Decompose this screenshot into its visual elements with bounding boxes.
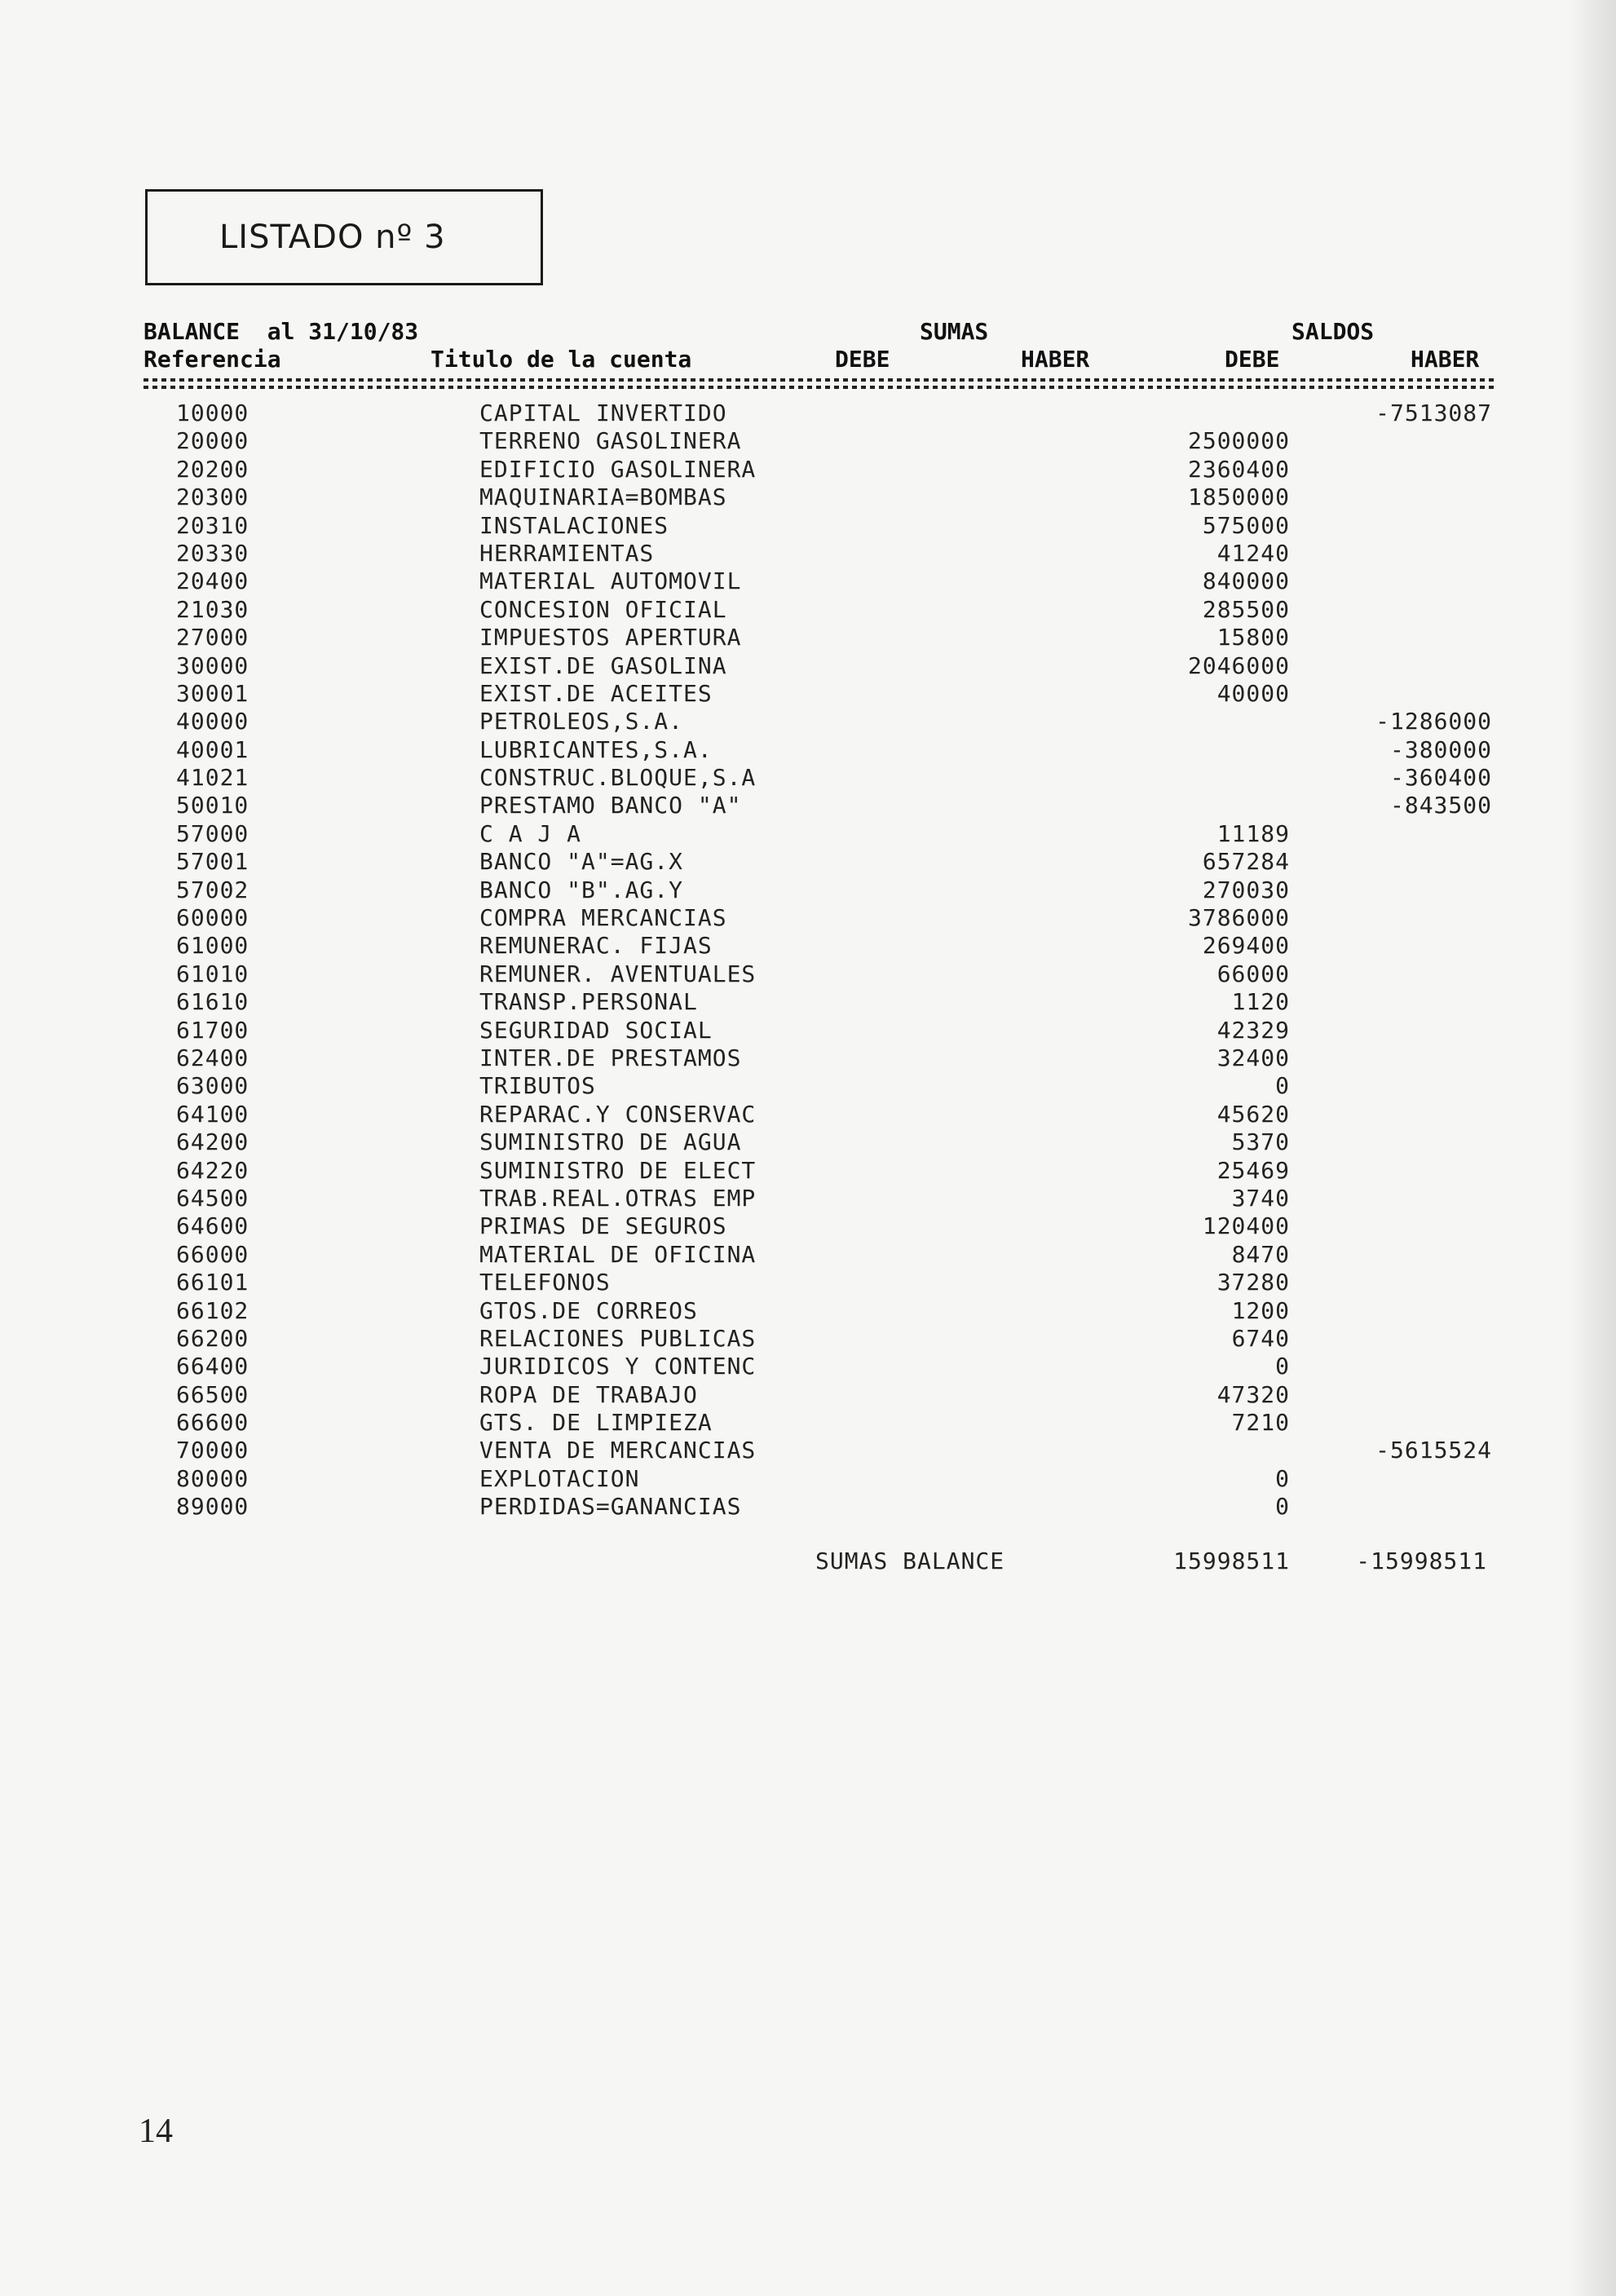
table-row [0, 1017, 1616, 1044]
table-row [0, 1044, 1616, 1072]
saldo-debe: 32400 [1216, 1044, 1290, 1071]
account-title: EXIST.DE ACEITES [479, 679, 713, 707]
account-reference: 40000 [176, 708, 249, 735]
table-row [0, 427, 1616, 455]
account-reference: 66101 [176, 1269, 249, 1296]
table-row [0, 932, 1616, 960]
account-title: BANCO "A"=AG.X [479, 848, 684, 876]
listing-title-box [145, 189, 543, 285]
account-title: PRESTAMO BANCO "A" [479, 792, 742, 819]
account-reference: 20400 [176, 567, 249, 595]
table-row [0, 1185, 1616, 1212]
account-title: GTS. DE LIMPIEZA [479, 1409, 713, 1437]
table-row [0, 1241, 1616, 1269]
saldo-debe: 2046000 [1187, 651, 1290, 679]
titulo-header: Titulo de la cuenta [430, 346, 692, 373]
table-row [0, 848, 1616, 876]
account-reference: 66200 [176, 1324, 249, 1352]
saldo-debe: 285500 [1202, 595, 1290, 623]
account-reference: 57002 [176, 876, 249, 903]
account-title: JURIDICOS Y CONTENC [479, 1353, 757, 1380]
account-title: TRAB.REAL.OTRAS EMP [479, 1184, 757, 1212]
account-title: SUMINISTRO DE AGUA [479, 1128, 742, 1156]
saldo-debe: 66000 [1216, 960, 1290, 987]
account-reference: 20300 [176, 483, 249, 511]
account-reference: 61000 [176, 932, 249, 960]
saldo-debe: 2360400 [1187, 455, 1290, 483]
sumas-header: SUMAS [920, 318, 989, 345]
table-row [0, 904, 1616, 932]
account-reference: 10000 [176, 400, 249, 426]
saldo-debe: 45620 [1216, 1100, 1290, 1128]
account-reference: 50010 [176, 792, 249, 819]
account-title: RELACIONES PUBLICAS [479, 1324, 757, 1352]
saldo-debe: 8470 [1231, 1240, 1290, 1268]
account-title: EXIST.DE GASOLINA [479, 651, 727, 679]
account-reference: 61700 [176, 1016, 249, 1044]
saldo-debe: 0 [1275, 1072, 1290, 1100]
account-title: REMUNERAC. FIJAS [479, 932, 713, 960]
double-dashed-rule [143, 378, 1494, 391]
table-row [0, 567, 1616, 595]
listing-title: LISTADO nº 3 [219, 219, 446, 256]
saldo-debe: 6740 [1231, 1324, 1290, 1352]
account-reference: 89000 [176, 1493, 249, 1521]
account-reference: 66000 [176, 1240, 249, 1268]
saldo-debe: 0 [1275, 1493, 1290, 1521]
account-title: VENTA DE MERCANCIAS [479, 1437, 757, 1464]
account-reference: 66500 [176, 1380, 249, 1408]
account-title: INTER.DE PRESTAMOS [479, 1044, 742, 1071]
saldo-debe: 25469 [1216, 1156, 1290, 1184]
account-title: REPARAC.Y CONSERVAC [479, 1100, 757, 1128]
saldo-debe: 37280 [1216, 1269, 1290, 1296]
account-title: TELEFONOS [479, 1269, 611, 1296]
account-reference: 70000 [176, 1437, 249, 1464]
totals-haber: -15998511 [1356, 1548, 1487, 1574]
account-title: SUMINISTRO DE ELECT [479, 1156, 757, 1184]
table-row [0, 624, 1616, 651]
table-row [0, 1101, 1616, 1128]
account-reference: 40001 [176, 735, 249, 763]
table-row [0, 1465, 1616, 1493]
table-row [0, 483, 1616, 511]
account-reference: 20330 [176, 539, 249, 567]
table-row [0, 1437, 1616, 1464]
account-title: INSTALACIONES [479, 511, 669, 539]
account-title: PRIMAS DE SEGUROS [479, 1212, 727, 1240]
table-row [0, 1072, 1616, 1100]
saldo-debe: 1200 [1231, 1296, 1290, 1324]
saldo-debe: 3740 [1231, 1184, 1290, 1212]
account-title: ROPA DE TRABAJO [479, 1380, 698, 1408]
table-row [0, 456, 1616, 483]
account-reference: 64600 [176, 1212, 249, 1240]
account-title: HERRAMIENTAS [479, 539, 655, 567]
table-row [0, 1128, 1616, 1156]
saldo-debe: 1120 [1231, 988, 1290, 1016]
account-title: TRIBUTOS [479, 1072, 596, 1100]
account-title: MATERIAL AUTOMOVIL [479, 567, 742, 595]
saldo-debe: 1850000 [1187, 483, 1290, 511]
saldo-debe: 270030 [1202, 876, 1290, 903]
account-reference: 21030 [176, 595, 249, 623]
table-row [0, 540, 1616, 567]
table-row [0, 652, 1616, 680]
account-title: CAPITAL INVERTIDO [479, 400, 727, 426]
account-reference: 64220 [176, 1156, 249, 1184]
table-row [0, 512, 1616, 540]
page-number: 14 [139, 2113, 173, 2150]
table-row [0, 1353, 1616, 1380]
saldo-haber: -380000 [1389, 735, 1492, 763]
account-reference: 80000 [176, 1464, 249, 1492]
saldo-debe: 840000 [1202, 567, 1290, 595]
saldo-debe: 2500000 [1187, 427, 1290, 455]
saldo-haber: -5615524 [1375, 1437, 1492, 1464]
account-rows [0, 400, 1616, 1521]
saldo-debe: 5370 [1231, 1128, 1290, 1156]
table-row [0, 680, 1616, 708]
account-title: LUBRICANTES,S.A. [479, 735, 713, 763]
account-title: PETROLEOS,S.A. [479, 708, 684, 735]
table-row [0, 1297, 1616, 1325]
saldo-debe: 657284 [1202, 848, 1290, 876]
table-row [0, 764, 1616, 792]
table-row [0, 708, 1616, 735]
account-title: EDIFICIO GASOLINERA [479, 455, 757, 483]
account-reference: 64200 [176, 1128, 249, 1156]
account-title: IMPUESTOS APERTURA [479, 624, 742, 651]
totals-label: SUMAS BALANCE [815, 1548, 1005, 1574]
table-row [0, 400, 1616, 427]
account-reference: 30000 [176, 651, 249, 679]
account-reference: 30001 [176, 679, 249, 707]
account-reference: 66400 [176, 1353, 249, 1380]
account-title: EXPLOTACION [479, 1464, 640, 1492]
sumas-debe-header: DEBE [835, 346, 890, 373]
account-reference: 57000 [176, 819, 249, 847]
account-reference: 20200 [176, 455, 249, 483]
saldo-haber: -7513087 [1375, 400, 1492, 426]
table-row [0, 1212, 1616, 1240]
table-row [0, 792, 1616, 819]
account-reference: 64100 [176, 1100, 249, 1128]
account-title: C A J A [479, 819, 582, 847]
account-title: SEGURIDAD SOCIAL [479, 1016, 713, 1044]
account-reference: 27000 [176, 624, 249, 651]
saldo-debe: 120400 [1202, 1212, 1290, 1240]
totals-debe: 15998511 [1173, 1548, 1290, 1574]
account-title: TERRENO GASOLINERA [479, 427, 742, 455]
table-row [0, 1157, 1616, 1185]
table-row [0, 1325, 1616, 1353]
saldo-haber: -1286000 [1375, 708, 1492, 735]
account-title: PERDIDAS=GANANCIAS [479, 1493, 742, 1521]
saldo-debe: 0 [1275, 1353, 1290, 1380]
account-reference: 57001 [176, 848, 249, 876]
balance-date-header: BALANCE al 31/10/83 [143, 318, 419, 345]
account-title: CONSTRUC.BLOQUE,S.A [479, 764, 757, 792]
saldos-debe-header: DEBE [1225, 346, 1280, 373]
saldo-debe: 11189 [1216, 819, 1290, 847]
saldo-debe: 3786000 [1187, 904, 1290, 932]
saldo-debe: 41240 [1216, 539, 1290, 567]
table-row [0, 876, 1616, 904]
account-reference: 62400 [176, 1044, 249, 1071]
saldos-header: SALDOS [1291, 318, 1375, 345]
saldo-haber: -360400 [1389, 764, 1492, 792]
account-title: MATERIAL DE OFICINA [479, 1240, 757, 1268]
referencia-header: Referencia [143, 346, 281, 373]
account-title: TRANSP.PERSONAL [479, 988, 698, 1016]
account-reference: 64500 [176, 1184, 249, 1212]
saldo-debe: 47320 [1216, 1380, 1290, 1408]
table-row [0, 596, 1616, 624]
account-reference: 60000 [176, 904, 249, 932]
account-title: CONCESION OFICIAL [479, 595, 727, 623]
table-row [0, 1381, 1616, 1409]
saldo-debe: 575000 [1202, 511, 1290, 539]
account-reference: 61010 [176, 960, 249, 987]
table-row [0, 1269, 1616, 1296]
sumas-haber-header: HABER [1021, 346, 1090, 373]
table-row [0, 820, 1616, 848]
account-reference: 66102 [176, 1296, 249, 1324]
saldo-debe: 0 [1275, 1464, 1290, 1492]
account-reference: 41021 [176, 764, 249, 792]
account-reference: 66600 [176, 1409, 249, 1437]
saldo-debe: 269400 [1202, 932, 1290, 960]
saldo-haber: -843500 [1389, 792, 1492, 819]
account-title: MAQUINARIA=BOMBAS [479, 483, 727, 511]
saldo-debe: 15800 [1216, 624, 1290, 651]
account-title: GTOS.DE CORREOS [479, 1296, 698, 1324]
account-reference: 63000 [176, 1072, 249, 1100]
table-row [0, 736, 1616, 764]
account-reference: 20000 [176, 427, 249, 455]
account-reference: 61610 [176, 988, 249, 1016]
account-title: BANCO "B".AG.Y [479, 876, 684, 903]
saldo-debe: 40000 [1216, 679, 1290, 707]
account-title: REMUNER. AVENTUALES [479, 960, 757, 987]
table-row [0, 1409, 1616, 1437]
table-row [0, 1493, 1616, 1521]
table-row [0, 988, 1616, 1016]
saldos-haber-header: HABER [1411, 346, 1480, 373]
account-title: COMPRA MERCANCIAS [479, 904, 727, 932]
table-row [0, 960, 1616, 988]
account-reference: 20310 [176, 511, 249, 539]
saldo-debe: 42329 [1216, 1016, 1290, 1044]
saldo-debe: 7210 [1231, 1409, 1290, 1437]
